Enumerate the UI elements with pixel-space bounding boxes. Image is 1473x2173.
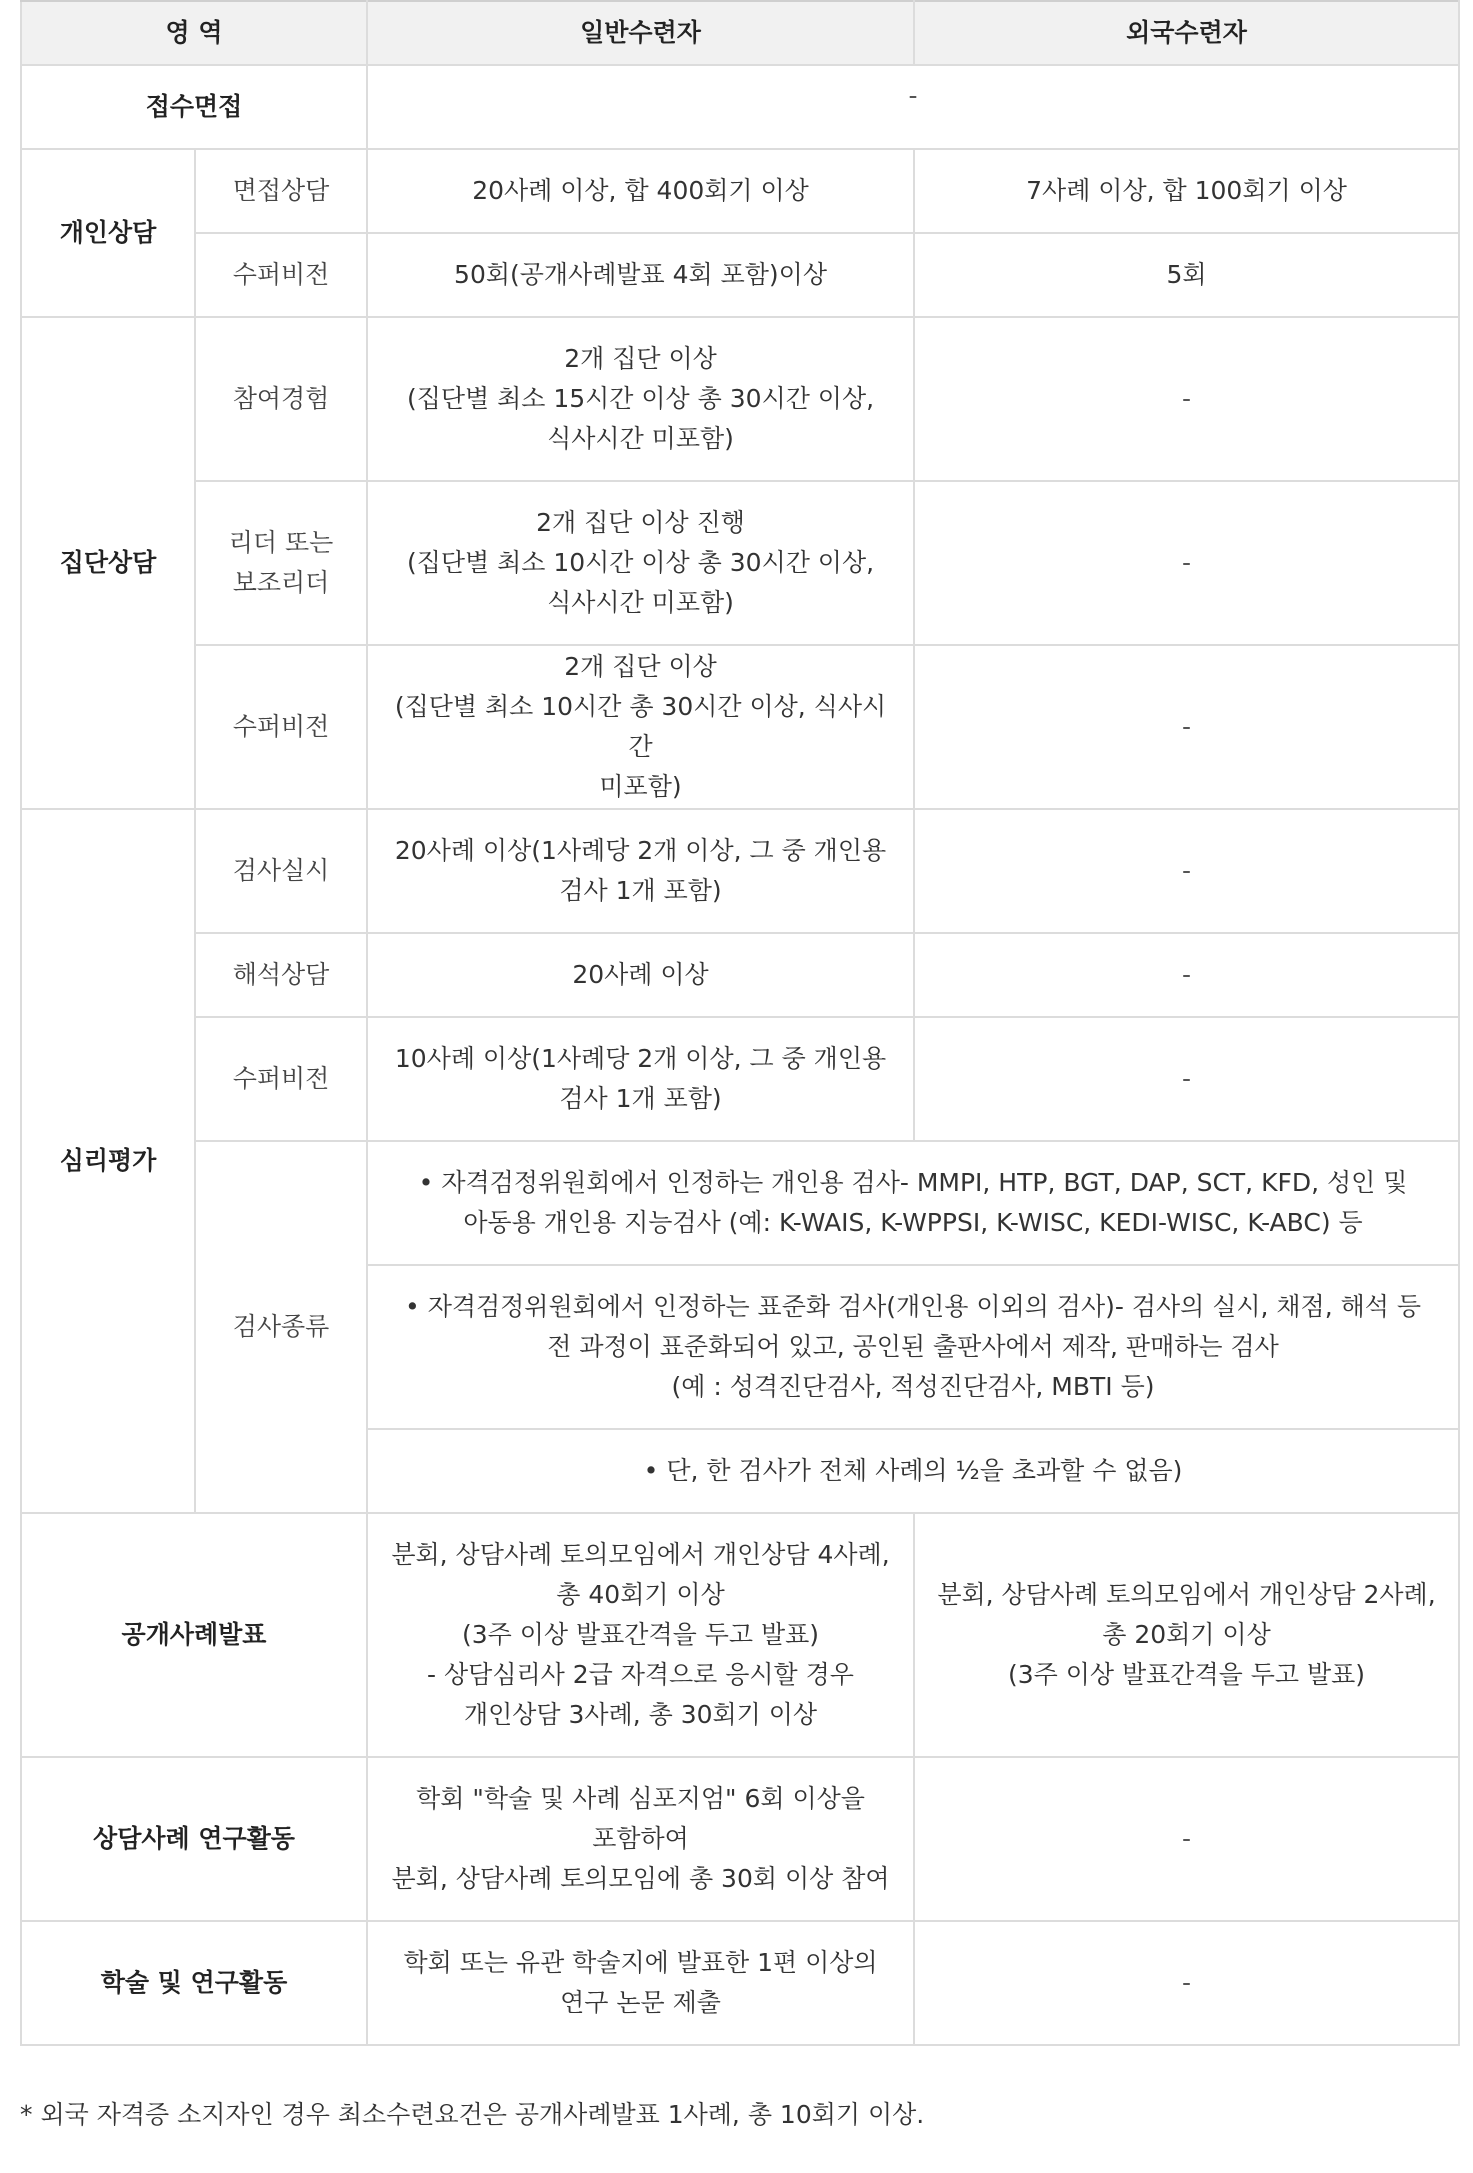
header-general-trainee: 일반수련자 <box>367 1 914 65</box>
group-leader-general: 2개 집단 이상 진행 (집단별 최소 10시간 이상 총 30시간 이상, 식사시간 미포함) <box>367 481 914 645</box>
table-row <box>21 481 1459 645</box>
individual-supervision-general: 50회(공개사례발표 4회 포함)이상 <box>367 233 914 317</box>
sub-interview-counseling: 면접상담 <box>195 149 367 233</box>
sub-participation: 참여경험 <box>195 317 367 481</box>
academic-general: 학회 또는 유관 학술지에 발표한 1편 이상의 연구 논문 제출 <box>367 1921 914 2045</box>
case-research-general: 학회 "학술 및 사례 심포지엄" 6회 이상을 포함하여 분회, 상담사례 토의모임에 총 30회 이상 참여 <box>367 1757 914 1921</box>
sub-assessment-supervision: 수퍼비전 <box>195 1017 367 1141</box>
table-row <box>21 645 1459 809</box>
case-research-foreign: - <box>914 1757 1459 1921</box>
individual-supervision-foreign: 5회 <box>914 233 1459 317</box>
test-types-limit: • 단, 한 검사가 전체 사례의 ½을 초과할 수 없음) <box>367 1429 1459 1513</box>
group-leader-foreign: - <box>914 481 1459 645</box>
table-row <box>21 1141 1459 1265</box>
area-case-research: 상담사례 연구활동 <box>21 1757 367 1921</box>
assessment-interpretation-foreign: - <box>914 933 1459 1017</box>
requirements-table-wrapper <box>20 0 1458 2046</box>
training-requirements-table <box>20 0 1460 2046</box>
assessment-administration-foreign: - <box>914 809 1459 933</box>
intake-value: - <box>367 65 1459 149</box>
group-participation-general: 2개 집단 이상 (집단별 최소 15시간 이상 총 30시간 이상, 식사시간 미포함) <box>367 317 914 481</box>
area-intake: 접수면접 <box>21 65 367 149</box>
sub-test-types: 검사종류 <box>195 1141 367 1513</box>
table-row <box>21 1757 1459 1921</box>
test-types-individual: • 자격검정위원회에서 인정하는 개인용 검사- MMPI, HTP, BGT, DAP, SCT, KFD, 성인 및 아동용 개인용 지능검사 (예: K-WAIS, K-WPPSI, K-WISC, KEDI-WISC, K-ABC) 등 <box>367 1141 1459 1265</box>
area-individual-counseling: 개인상담 <box>21 149 195 317</box>
area-case-presentation: 공개사례발표 <box>21 1513 367 1757</box>
sub-group-supervision: 수퍼비전 <box>195 645 367 809</box>
table-row <box>21 233 1459 317</box>
table-row <box>21 149 1459 233</box>
group-supervision-foreign: - <box>914 645 1459 809</box>
assessment-interpretation-general: 20사례 이상 <box>367 933 914 1017</box>
individual-interview-general: 20사례 이상, 합 400회기 이상 <box>367 149 914 233</box>
academic-foreign: - <box>914 1921 1459 2045</box>
area-psychological-assessment: 심리평가 <box>21 809 195 1513</box>
assessment-supervision-general: 10사례 이상(1사례당 2개 이상, 그 중 개인용 검사 1개 포함) <box>367 1017 914 1141</box>
sub-interpretation: 해석상담 <box>195 933 367 1017</box>
table-row <box>21 933 1459 1017</box>
test-types-standardized: • 자격검정위원회에서 인정하는 표준화 검사(개인용 이외의 검사)- 검사의 실시, 채점, 해석 등 전 과정이 표준화되어 있고, 공인된 출판사에서 제작, 판매하는 검사 (예 : 성격진단검사, 적성진단검사, MBTI 등) <box>367 1265 1459 1429</box>
area-academic-research: 학술 및 연구활동 <box>21 1921 367 2045</box>
case-presentation-foreign: 분회, 상담사례 토의모임에서 개인상담 2사례, 총 20회기 이상 (3주 이상 발표간격을 두고 발표) <box>914 1513 1459 1757</box>
footnote: * 외국 자격증 소지자인 경우 최소수련요건은 공개사례발표 1사례, 총 10회기 이상. <box>20 2100 925 2129</box>
table-row <box>21 1513 1459 1757</box>
table-row <box>21 1017 1459 1141</box>
individual-interview-foreign: 7사례 이상, 합 100회기 이상 <box>914 149 1459 233</box>
area-group-counseling: 집단상담 <box>21 317 195 809</box>
sub-leader: 리더 또는 보조리더 <box>195 481 367 645</box>
sub-test-administration: 검사실시 <box>195 809 367 933</box>
table-header-row <box>21 1 1459 65</box>
case-presentation-general: 분회, 상담사례 토의모임에서 개인상담 4사례, 총 40회기 이상 (3주 이상 발표간격을 두고 발표) - 상담심리사 2급 자격으로 응시할 경우 개인상담 3사례, 총 30회기 이상 <box>367 1513 914 1757</box>
table-row <box>21 317 1459 481</box>
header-area: 영 역 <box>21 1 367 65</box>
table-row <box>21 809 1459 933</box>
assessment-administration-general: 20사례 이상(1사례당 2개 이상, 그 중 개인용 검사 1개 포함) <box>367 809 914 933</box>
table-row <box>21 65 1459 149</box>
group-participation-foreign: - <box>914 317 1459 481</box>
sub-individual-supervision: 수퍼비전 <box>195 233 367 317</box>
header-foreign-trainee: 외국수련자 <box>914 1 1459 65</box>
assessment-supervision-foreign: - <box>914 1017 1459 1141</box>
group-supervision-general: 2개 집단 이상 (집단별 최소 10시간 총 30시간 이상, 식사시간 미포함) <box>367 645 914 809</box>
table-row <box>21 1921 1459 2045</box>
